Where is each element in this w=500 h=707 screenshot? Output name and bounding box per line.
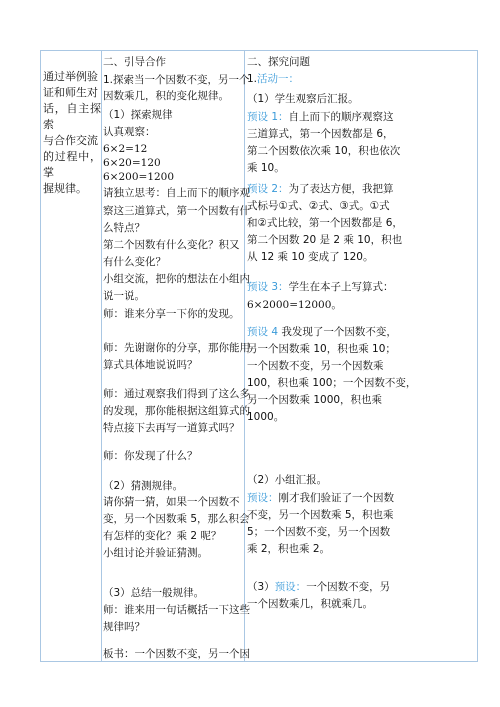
text-line: 第二个因数有什么变化？积又	[103, 239, 240, 251]
goal-line: 证和师生对	[43, 86, 98, 99]
preset-6-lead: （3）	[247, 581, 275, 593]
preset-4-line: 另一个因数乘 10，积也乘 10；	[247, 343, 396, 355]
goal-line: 的过程中，掌	[43, 150, 101, 179]
activity-label: 活动一：	[257, 73, 300, 85]
subheading: （1）探索规律	[103, 109, 173, 121]
preset-1-line	[247, 110, 394, 126]
text-line: 规律吗？	[103, 621, 145, 633]
text-line: 师：谁来分享一下你的发现。	[103, 308, 240, 320]
subheading: （2）猜测规律。	[103, 480, 184, 492]
text-line: 认真观察：	[103, 126, 156, 138]
preset-4-line: 一个因数不变，另一个因数乘	[247, 360, 384, 372]
preset-5-line: 乘 2，积也乘 2。	[247, 543, 331, 555]
text-line: 的发现，那你能根据这组算式的	[103, 405, 250, 417]
preset-3-line: 6×2000=12000。	[247, 299, 342, 311]
column-divider-1	[101, 51, 102, 661]
preset-1-line: 乘 10。	[247, 162, 285, 174]
preset-5-text: 刚才我们验证了一个因数	[278, 492, 394, 504]
subheading: （1）学生观察后汇报。	[247, 93, 359, 105]
preset-2-text: 为了表达方便，我把算	[288, 183, 394, 195]
preset-5-line: 不变，另一个因数乘 5，积也乘	[247, 509, 394, 521]
text-line: 板书：一个因数不变，另一个因	[103, 648, 250, 660]
preset-4-line	[247, 325, 397, 341]
preset-4-label: 预设 4	[247, 326, 279, 338]
preset-1-line: 第二个因数依次乘 10，积也依次	[247, 145, 401, 157]
preset-4-text: 我发现了一个因数不变，	[281, 326, 397, 338]
preset-5-label: 预设：	[247, 492, 279, 504]
goal-line: 握规律。	[43, 182, 87, 195]
preset-2-line: 第二个因数 20 是 2 乘 10，积也	[247, 234, 403, 246]
text-line: 说一说。	[103, 290, 145, 302]
text-line: 1.探索当一个因数不变，另一个	[103, 74, 250, 86]
goal-column	[43, 69, 101, 197]
text-line: 特点接下去再写一道算式吗？	[103, 422, 240, 434]
text-line: 因数乘几，积的变化规律。	[103, 90, 229, 102]
text-line: 师：你发现了什么？	[103, 450, 198, 462]
section-heading: 二、引导合作	[103, 56, 166, 68]
preset-1-line: 三道算式，第一个因数都是 6，	[247, 128, 394, 140]
preset-1-label: 预设 1：	[247, 111, 289, 123]
section-heading: 二、探究问题	[247, 56, 310, 68]
preset-2-line: 从 12 乘 10 变成了 120。	[247, 251, 374, 263]
preset-6-text: 一个因数不变，另	[306, 581, 391, 593]
preset-4-line: 另一个因数乘 1000，积也乘	[247, 394, 383, 406]
text-line: 小组讨论并验证猜测。	[103, 547, 208, 559]
text-line: 小组交流，把你的想法在小组内	[103, 273, 250, 285]
preset-6-label: 预设：	[274, 581, 307, 593]
goal-line: 通过举例验	[43, 70, 98, 83]
text-line: 有什么变化？	[103, 256, 166, 268]
text-line: 师：先谢谢你的分享，那你能用	[103, 342, 250, 354]
text-line: 师：通过观察我们得到了这么多	[103, 388, 250, 400]
preset-2-line	[247, 182, 394, 198]
text-line: 变，另一个因数乘 5，那么积会	[103, 513, 250, 525]
preset-2-label: 预设 2：	[247, 183, 289, 195]
preset-2-line: 和②式比较，第一个因数都是 6，	[247, 217, 403, 229]
goal-line: 话，自主探索	[43, 102, 101, 131]
preset-3-label: 预设 3：	[247, 281, 289, 293]
text-line: 请你猜一猜，如果一个因数不	[103, 496, 240, 508]
preset-1-text: 自上而下的顺序观察这	[288, 111, 394, 123]
text-line: 师：谁来用一句话概括一下这些	[103, 604, 250, 616]
equation: 6×200=1200	[103, 171, 175, 183]
preset-3-line	[247, 280, 394, 296]
text-line: 有怎样的变化？乘 2 呢？	[103, 530, 222, 542]
lesson-table	[40, 50, 478, 662]
preset-3-text: 学生在本子上写算式：	[288, 281, 394, 293]
subheading: （3）总结一般规律。	[103, 587, 205, 599]
text-line: 么特点？	[103, 222, 145, 234]
preset-4-line: 100，积也乘 100；一个因数不变，	[247, 377, 417, 389]
activity-prefix: 1.	[247, 73, 258, 85]
preset-6-line	[247, 580, 390, 596]
preset-5-line	[247, 491, 394, 507]
text-line: 算式具体地说说吗？	[103, 359, 198, 371]
subheading: （2）小组汇报。	[247, 474, 328, 486]
equation: 6×20=120	[103, 157, 161, 169]
activity-heading	[247, 72, 299, 88]
preset-4-line: 1000。	[247, 411, 285, 423]
text-line: 察这三道算式，第一个因数有什	[103, 205, 250, 217]
preset-2-line: 式标号①式、②式、③式。①式	[247, 200, 390, 212]
text-line: 请独立思考：自上而下的顺序观	[103, 187, 250, 199]
preset-6-line: 一个因数乘几，积就乘几。	[247, 598, 373, 610]
goal-line: 与合作交流	[43, 134, 98, 147]
equation: 6×2=12	[103, 143, 148, 155]
preset-5-line: 5；一个因数不变，另一个因数	[247, 526, 391, 538]
